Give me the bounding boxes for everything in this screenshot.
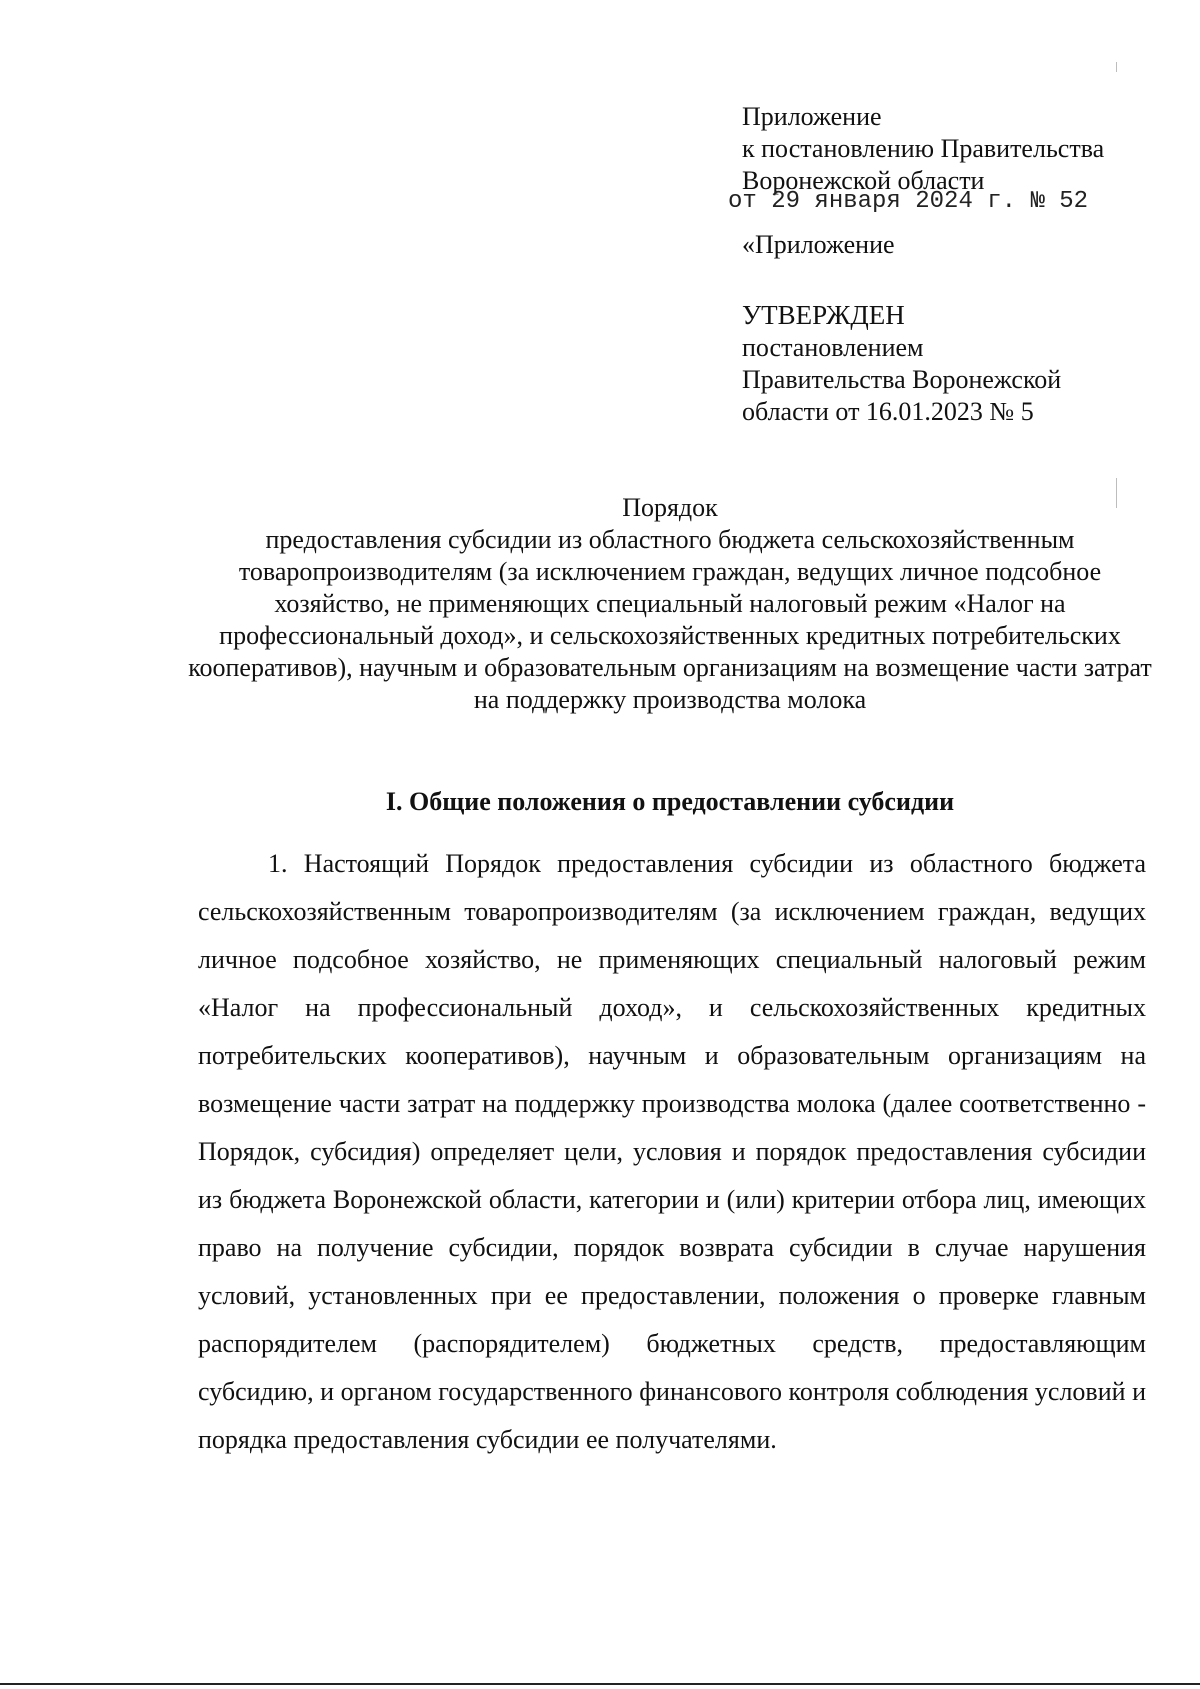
scan-artifact bbox=[1116, 62, 1117, 72]
appendix-line: Воронежской области bbox=[742, 166, 985, 195]
page-bottom-edge bbox=[0, 1683, 1200, 1685]
paragraph-1: 1. Настоящий Порядок предоставления субсидии из областного бюджета сельскохозяйственным товаропроизводителям (за исключением граждан, ведущих личное подсобное хозяйство, не применяющих специальный налоговый режим «Налог на профессиональный доход», и сельскохозяйственных кредитных потребительских кооперативов), научным и образовательным организациям на возмещение части затрат на поддержку производства молока (далее соответственно - Порядок, субсидия) определяет цели, условия и порядок предоставления субсидии из бюджета Воронежской области, категории и (или) критерии отбора лиц, имеющих право на получение субсидии, порядок возврата субсидии в случае нарушения условий, установленных при ее предоставлении, положения о проверке главным распорядителем (распорядителем) бюджетных средств, предоставляющим субсидию, и органом государственного финансового контроля соблюдения условий и порядка предоставления субсидии ее получателями. bbox=[198, 849, 1146, 1454]
appendix-line: к постановлению Правительства bbox=[742, 134, 1105, 163]
approval-heading: УТВЕРЖДЕН bbox=[742, 300, 905, 330]
approval-line: постановлением bbox=[742, 333, 924, 362]
title-subtitle: предоставления субсидии из областного бюджета сельскохозяйственным товаропроизводителям (за исключением граждан, ведущих личное подсобное хозяйство, не применяющих специальный налоговый режим «Налог на профессиональный доход», и сельскохозяйственных кредитных потребительских кооперативов), научным и образовательным организациям на возмещение части затрат на поддержку производства молока bbox=[188, 525, 1152, 714]
title-main: Порядок bbox=[622, 493, 718, 522]
section-heading: I. Общие положения о предоставлении субсидии bbox=[385, 787, 955, 816]
appendix-quote-title: «Приложение bbox=[742, 230, 895, 259]
approval-line: области от 16.01.2023 № 5 bbox=[742, 397, 1034, 426]
document-title bbox=[180, 492, 1160, 716]
appendix-header bbox=[728, 101, 1162, 261]
approval-line: Правительства Воронежской bbox=[742, 365, 1062, 394]
registration-stamp: от 29 января 2024 г. № 52 bbox=[728, 188, 1089, 215]
scan-artifact bbox=[1116, 478, 1117, 508]
appendix-title: Приложение bbox=[742, 102, 882, 131]
approval-block bbox=[742, 298, 1162, 428]
